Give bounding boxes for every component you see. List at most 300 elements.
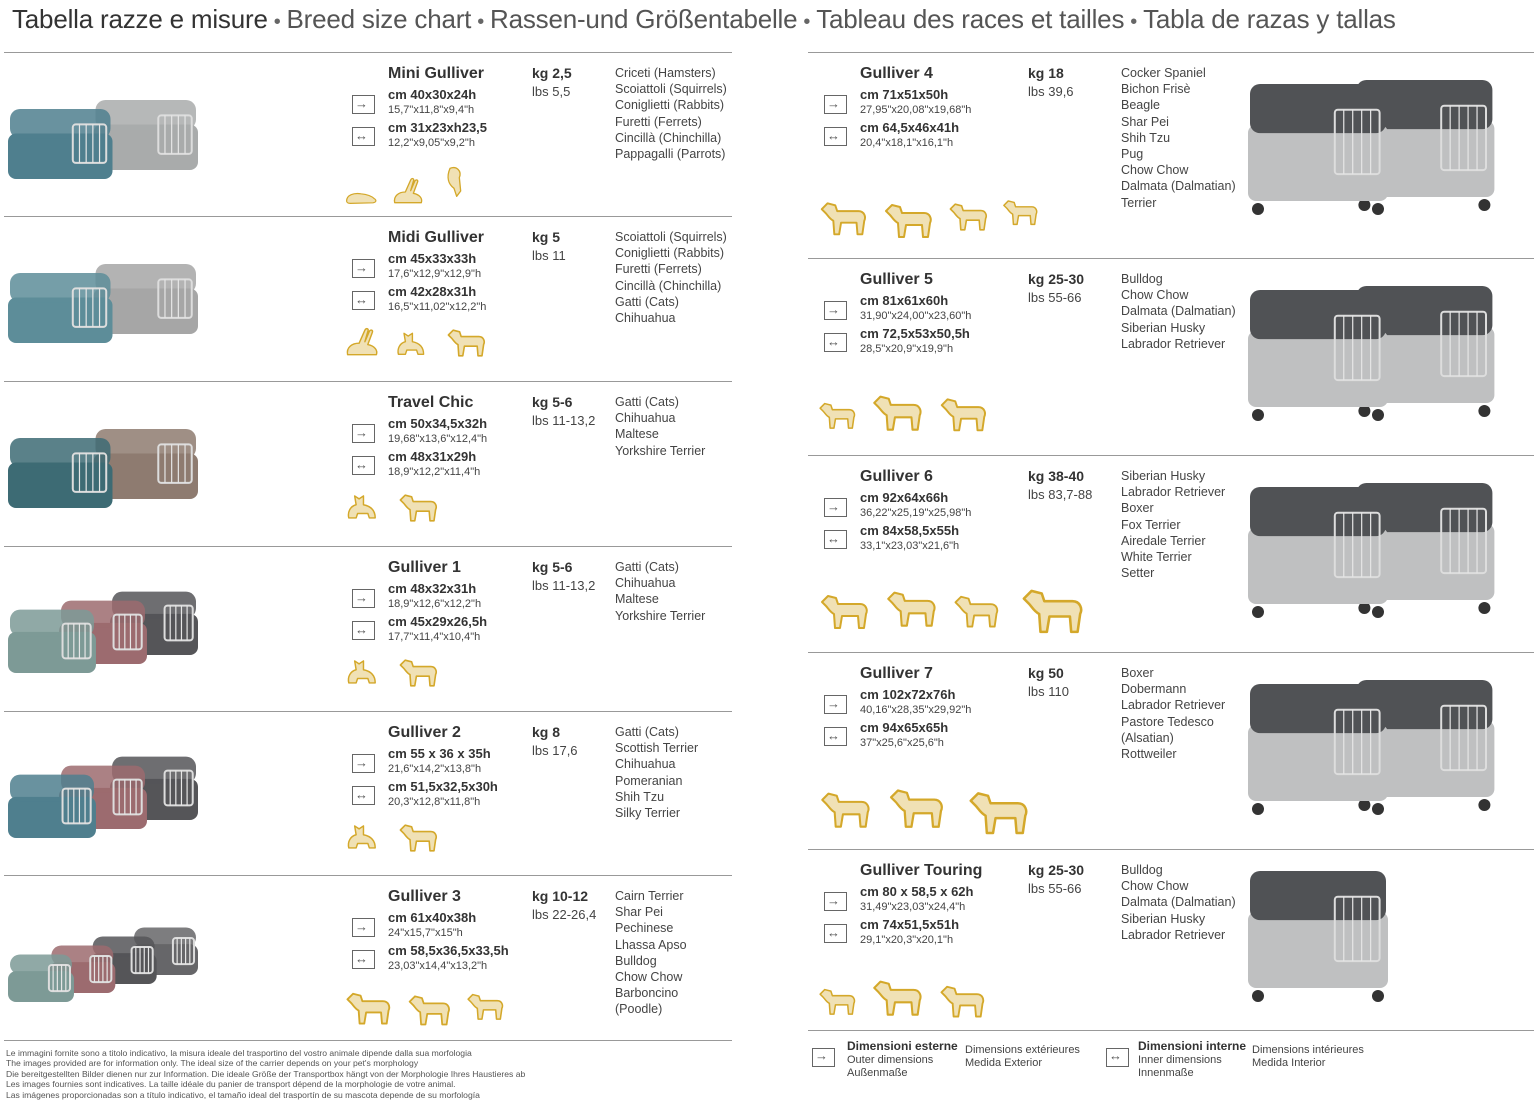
outer-size-cm: cm 80 x 58,5 x 62h	[860, 884, 974, 899]
outer-size-inches: 19,68"x13,6"x12,4"h	[388, 433, 488, 445]
carrier-photo	[8, 416, 198, 516]
outer-size-inches: 17,6"x12,9"x12,9"h	[388, 268, 482, 280]
arrow-icon: →	[355, 590, 368, 605]
inner-size-cm: cm 58,5x36,5x33,5h	[388, 943, 509, 958]
inner-dimension-icon	[824, 924, 847, 943]
dog-silhouette-icon	[814, 382, 860, 442]
weight-kg: kg 8	[532, 724, 561, 740]
dog-silhouette-icon	[948, 577, 1004, 637]
breed-item: Coniglietti (Rabbits)	[615, 98, 725, 113]
inner-size-inches: 20,4"x18,1"x16,1"h	[860, 137, 954, 149]
inner-size-inches: 29,1"x20,3"x20,1"h	[860, 934, 954, 946]
rabbit-silhouette-icon	[388, 173, 428, 207]
breed-item: Chow Chow	[1121, 163, 1189, 178]
dog-silhouette-icon	[878, 191, 938, 241]
breed-item: Barboncino	[615, 986, 679, 1001]
breed-item: Chow Chow	[615, 970, 683, 985]
product-name: Gulliver 5	[860, 271, 933, 288]
legend-outer-title: Dimensioni esterne	[847, 1039, 958, 1053]
arrow-icon: →	[827, 893, 840, 908]
breed-item: Dalmata (Dalmatian)	[1121, 304, 1236, 319]
product-name: Gulliver 3	[388, 888, 461, 905]
breed-list	[1121, 65, 1236, 211]
header-separator: •	[273, 11, 281, 33]
outer-dimension-icon	[352, 424, 375, 443]
arrow-icon: →	[815, 1048, 828, 1063]
double-arrow-icon: ↔	[355, 457, 368, 472]
breed-item: Dalmata (Dalmatian)	[1121, 179, 1236, 194]
outer-dimension-icon	[824, 498, 847, 517]
outer-size-cm: cm 40x30x24h	[388, 87, 477, 102]
outer-size-cm: cm 61x40x38h	[388, 910, 477, 925]
outer-size-inches: 31,49"x23,03"x24,4"h	[860, 901, 966, 913]
outer-size-cm: cm 45x33x33h	[388, 251, 477, 266]
inner-size-cm: cm 31x23xh23,5	[388, 120, 488, 135]
double-arrow-icon: ↔	[355, 292, 368, 307]
dog-silhouette-icon	[998, 177, 1042, 241]
footnote-line: The images provided are for information only. The ideal size of the carrier depends on your pet's morphology	[6, 1058, 419, 1069]
arrow-icon: →	[355, 96, 368, 111]
outer-size-inches: 31,90"x24,00"x23,60"h	[860, 310, 972, 322]
weight-lbs: lbs 5,5	[532, 84, 571, 99]
product-photo	[1248, 858, 1528, 1013]
inner-size-inches: 17,7"x11,4"x10,4"h	[388, 631, 481, 643]
inner-size-inches: 28,5"x20,9"x19,9"h	[860, 343, 954, 355]
product-row	[808, 258, 1534, 456]
legend-outer-text	[847, 1040, 958, 1080]
row-divider	[808, 1030, 1534, 1031]
outer-dimension-icon	[812, 1048, 835, 1067]
animal-icons	[814, 960, 990, 1026]
dog-silhouette-icon	[814, 187, 872, 241]
weight-lbs: lbs 17,6	[532, 743, 578, 758]
arrow-icon: →	[827, 302, 840, 317]
header-title-it: Tabella razze e misure	[12, 4, 268, 34]
inner-size-cm: cm 51,5x32,5x30h	[388, 779, 498, 794]
breed-item: Chow Chow	[1121, 879, 1189, 894]
dog-silhouette-icon	[814, 772, 876, 838]
product-name: Gulliver 4	[860, 65, 933, 82]
weight-kg: kg 5	[532, 229, 561, 245]
product-photo	[8, 416, 198, 521]
outer-dimension-icon	[824, 695, 847, 714]
breed-item: Scottish Terrier	[615, 741, 699, 756]
weight-lbs: lbs 83,7-88	[1028, 487, 1093, 502]
weight-kg: kg 2,5	[532, 65, 572, 81]
header-separator: •	[477, 11, 485, 33]
rodent-silhouette-icon	[340, 177, 382, 207]
breed-item: Shih Tzu	[615, 789, 665, 804]
cat-silhouette-icon	[390, 323, 432, 359]
dog-silhouette-icon	[866, 960, 928, 1026]
weight-lbs: lbs 55-66	[1028, 881, 1082, 896]
page-header	[12, 4, 1396, 35]
breed-item: Labrador Retriever	[1121, 336, 1226, 351]
inner-dimension-icon	[352, 291, 375, 310]
animal-icons	[340, 155, 474, 207]
outer-size-inches: 21,6"x14,2"x13,8"h	[388, 763, 482, 775]
double-arrow-icon: ↔	[1109, 1048, 1122, 1063]
inner-dimension-icon	[824, 333, 847, 352]
arrow-icon: →	[355, 260, 368, 275]
breed-item: Boxer	[1121, 501, 1154, 516]
legend-inner-en: Inner dimensions	[1138, 1054, 1222, 1066]
cat-silhouette-icon	[340, 814, 384, 854]
carrier-photo	[1248, 71, 1528, 221]
product-row	[4, 711, 732, 876]
breed-item: Setter	[1121, 566, 1155, 581]
product-row	[808, 52, 1534, 259]
inner-size-cm: cm 72,5x53x50,5h	[860, 326, 970, 341]
footnote-line: Die bereitgestellten Bilder dienen nur zur Information. Die ideale Größe der Transportbox hängt von der Morphologie Ihres Haustieres ab	[6, 1068, 526, 1079]
header-title-en: Breed size chart	[286, 4, 472, 34]
breed-item: Furetti (Ferrets)	[615, 114, 702, 129]
inner-size-inches: 37"x25,6"x25,6"h	[860, 737, 944, 749]
breed-item: (Alsatian)	[1121, 730, 1174, 745]
header-title-fr: Tableau des races et tailles	[816, 4, 1125, 34]
breed-item: Lhassa Apso	[615, 937, 687, 952]
inner-dimension-icon	[824, 727, 847, 746]
breed-item: Siberian Husky	[1121, 469, 1206, 483]
arrow-icon: →	[355, 919, 368, 934]
dog-silhouette-icon	[390, 814, 446, 854]
inner-size-inches: 18,9"x12,2"x11,4"h	[388, 466, 481, 478]
dog-silhouette-icon	[944, 185, 992, 241]
weight-kg: kg 50	[1028, 665, 1064, 681]
inner-dimension-icon	[352, 456, 375, 475]
breed-list	[615, 65, 727, 162]
animal-icons	[340, 978, 508, 1028]
product-photo	[8, 251, 198, 356]
dog-silhouette-icon	[402, 984, 456, 1028]
bird-silhouette-icon	[434, 155, 474, 207]
product-name: Gulliver Touring	[860, 862, 983, 879]
breed-item: Labrador Retriever	[1121, 698, 1226, 713]
breed-list	[615, 888, 687, 1018]
animal-icons	[814, 374, 992, 442]
inner-size-inches: 23,03"x14,4"x13,2"h	[388, 960, 488, 972]
double-arrow-icon: ↔	[827, 334, 840, 349]
breed-item: Terrier	[1121, 195, 1157, 210]
breed-item: Maltese	[615, 427, 659, 442]
product-row	[4, 875, 732, 1040]
product-photo	[8, 87, 198, 192]
animal-icons	[340, 484, 446, 524]
breed-item: Maltese	[615, 592, 659, 607]
cat-silhouette-icon	[340, 484, 384, 524]
weight-lbs: lbs 55-66	[1028, 290, 1082, 305]
breed-item: Chihuahua	[615, 311, 676, 326]
breed-item: Pug	[1121, 147, 1144, 162]
footnote-line: Les images fournies sont indicatives. La taille idéale du panier de transport dépend de la morphologie de votre animal.	[6, 1079, 456, 1090]
double-arrow-icon: ↔	[827, 728, 840, 743]
breed-item: Labrador Retriever	[1121, 927, 1226, 942]
product-photo	[8, 581, 198, 686]
dog-silhouette-icon	[934, 378, 992, 442]
breed-item: Airedale Terrier	[1121, 533, 1206, 548]
row-divider	[4, 1040, 732, 1041]
inner-size-cm: cm 48x31x29h	[388, 449, 477, 464]
product-name: Mini Gulliver	[388, 65, 485, 82]
outer-size-cm: cm 55 x 36 x 35h	[388, 746, 491, 761]
inner-size-cm: cm 84x58,5x55h	[860, 523, 960, 538]
dog-silhouette-icon	[340, 980, 396, 1028]
dog-silhouette-icon	[934, 968, 990, 1026]
inner-size-cm: cm 94x65x65h	[860, 720, 949, 735]
breed-item: Bulldog	[1121, 863, 1163, 877]
breed-item: Cocker Spaniel	[1121, 66, 1206, 80]
carrier-photo	[1248, 474, 1528, 624]
animal-icons	[814, 177, 1042, 241]
breed-item: Yorkshire Terrier	[615, 443, 706, 458]
legend-inner-fr: Dimensions intérieures	[1252, 1044, 1364, 1056]
carrier-photo	[8, 87, 198, 187]
product-row	[808, 455, 1534, 653]
breed-list	[615, 229, 727, 326]
weight-kg: kg 5-6	[532, 559, 573, 575]
inner-size-cm: cm 42x28x31h	[388, 284, 477, 299]
outer-dimension-icon	[352, 259, 375, 278]
product-photo	[1248, 277, 1528, 432]
product-name: Midi Gulliver	[388, 229, 485, 246]
breed-item: Fox Terrier	[1121, 517, 1181, 532]
legend-outer-text-2	[965, 1044, 1080, 1070]
dog-silhouette-icon	[390, 649, 446, 689]
disclaimer-footnote	[6, 1048, 525, 1100]
arrow-icon: →	[355, 755, 368, 770]
breed-item: Cairn Terrier	[615, 889, 684, 903]
carrier-photo	[8, 746, 198, 846]
breed-list	[615, 394, 705, 459]
inner-size-inches: 16,5"x11,02"x12,2"h	[388, 301, 487, 313]
breed-item: Criceti (Hamsters)	[615, 66, 716, 80]
outer-size-cm: cm 71x51x50h	[860, 87, 949, 102]
breed-item: Boxer	[1121, 666, 1154, 680]
breed-item: Scoiattoli (Squirrels)	[615, 230, 727, 244]
outer-size-cm: cm 50x34,5x32h	[388, 416, 488, 431]
legend-inner-title: Dimensioni interne	[1138, 1039, 1247, 1053]
arrow-icon: →	[827, 696, 840, 711]
breed-item: Rottweiler	[1121, 747, 1177, 762]
product-photo	[8, 910, 198, 1015]
weight-kg: kg 38-40	[1028, 468, 1085, 484]
outer-dimension-icon	[352, 589, 375, 608]
weight-lbs: lbs 11	[532, 248, 566, 263]
dog-silhouette-icon	[880, 571, 942, 637]
inner-dimension-icon	[352, 950, 375, 969]
dog-silhouette-icon	[390, 484, 446, 524]
double-arrow-icon: ↔	[355, 622, 368, 637]
breed-item: Chihuahua	[615, 411, 676, 426]
dog-silhouette-icon	[866, 374, 928, 442]
animal-icons	[814, 768, 1040, 838]
product-photo	[1248, 671, 1528, 826]
breed-item: Coniglietti (Rabbits)	[615, 246, 725, 261]
double-arrow-icon: ↔	[355, 128, 368, 143]
breed-list	[1121, 862, 1236, 943]
breed-item: Pomeranian	[615, 773, 683, 788]
inner-size-cm: cm 64,5x46x41h	[860, 120, 960, 135]
weight-lbs: lbs 11-13,2	[532, 578, 596, 593]
product-name: Travel Chic	[388, 394, 474, 411]
legend-outer-en: Outer dimensions	[847, 1054, 934, 1066]
outer-size-inches: 36,22"x25,19"x25,98"h	[860, 507, 972, 519]
weight-kg: kg 25-30	[1028, 862, 1085, 878]
weight-lbs: lbs 39,6	[1028, 84, 1074, 99]
carrier-photo	[1248, 671, 1528, 821]
inner-dimension-icon	[352, 127, 375, 146]
outer-dimension-icon	[352, 754, 375, 773]
dog-silhouette-icon	[438, 319, 494, 359]
legend-outer-de: Außenmaße	[847, 1067, 908, 1079]
animal-icons	[814, 571, 1094, 637]
breed-item: Dobermann	[1121, 682, 1187, 697]
breed-item: White Terrier	[1121, 550, 1192, 565]
breed-item: Chihuahua	[615, 757, 676, 772]
product-name: Gulliver 1	[388, 559, 461, 576]
outer-size-cm: cm 92x64x66h	[860, 490, 949, 505]
cat-silhouette-icon	[340, 649, 384, 689]
outer-dimension-icon	[824, 95, 847, 114]
breed-list	[615, 559, 705, 624]
dog-silhouette-icon	[882, 768, 950, 838]
breed-item: Gatti (Cats)	[615, 395, 679, 409]
arrow-icon: →	[355, 425, 368, 440]
weight-lbs: lbs 11-13,2	[532, 413, 596, 428]
inner-size-cm: cm 74x51,5x51h	[860, 917, 960, 932]
outer-size-cm: cm 102x72x76h	[860, 687, 956, 702]
footnote-line: Le immagini fornite sono a titolo indicativo, la misura ideale del trasportino del vostro animale dipende dalla sua morfologia	[6, 1048, 472, 1058]
breed-item: Bichon Frisè	[1121, 82, 1191, 97]
breed-item: Cincillà (Chinchilla)	[615, 278, 722, 293]
breed-item: Bulldog	[1121, 272, 1163, 286]
breed-item: Cincillà (Chinchilla)	[615, 130, 722, 145]
carrier-photo	[8, 251, 198, 351]
weight-kg: kg 10-12	[532, 888, 589, 904]
animal-icons	[340, 319, 494, 359]
legend-outer-es: Medida Exterior	[965, 1057, 1043, 1069]
weight-kg: kg 18	[1028, 65, 1064, 81]
inner-size-cm: cm 45x29x26,5h	[388, 614, 488, 629]
carrier-photo	[8, 910, 198, 1010]
inner-dimension-icon	[352, 621, 375, 640]
legend-inner-es: Medida Interior	[1252, 1057, 1326, 1069]
breed-item: Bulldog	[615, 953, 657, 968]
header-title-de: Rassen-und Größentabelle	[490, 4, 798, 34]
legend-inner-text	[1138, 1040, 1246, 1080]
inner-dimension-icon	[352, 786, 375, 805]
breed-list	[1121, 468, 1225, 581]
outer-dimension-icon	[352, 95, 375, 114]
legend-inner-de: Innenmaße	[1138, 1067, 1194, 1079]
dog-silhouette-icon	[462, 978, 508, 1028]
dog-silhouette-icon	[1010, 573, 1094, 637]
breed-item: Gatti (Cats)	[615, 725, 679, 739]
breed-item: Dalmata (Dalmatian)	[1121, 895, 1236, 910]
weight-lbs: lbs 22-26,4	[532, 907, 597, 922]
breed-item: Pastore Tedesco	[1121, 714, 1214, 729]
breed-item: Siberian Husky	[1121, 911, 1206, 926]
breed-item: Furetti (Ferrets)	[615, 262, 702, 277]
breed-item: (Poodle)	[615, 1002, 663, 1017]
outer-dimension-icon	[824, 301, 847, 320]
inner-dimension-icon	[824, 530, 847, 549]
legend-inner-text-2	[1252, 1044, 1364, 1070]
product-photo	[8, 746, 198, 851]
breed-list	[1121, 271, 1236, 352]
breed-item: Pappagalli (Parrots)	[615, 147, 726, 162]
animal-icons	[340, 814, 446, 854]
breed-list	[615, 724, 698, 821]
inner-size-inches: 12,2"x9,05"x9,2"h	[388, 137, 475, 149]
breed-item: Shar Pei	[1121, 114, 1169, 129]
product-name: Gulliver 2	[388, 724, 461, 741]
product-name: Gulliver 7	[860, 665, 933, 682]
product-row	[4, 546, 732, 711]
header-separator: •	[803, 11, 811, 33]
arrow-icon: →	[827, 499, 840, 514]
breed-item: Chihuahua	[615, 576, 676, 591]
carrier-photo	[8, 581, 198, 681]
breed-item: Beagle	[1121, 98, 1160, 113]
outer-size-inches: 27,95"x20,08"x19,68"h	[860, 104, 972, 116]
dog-silhouette-icon	[814, 577, 874, 637]
breed-item: Gatti (Cats)	[615, 294, 679, 309]
header-separator: •	[1130, 11, 1138, 33]
product-photo	[1248, 71, 1528, 226]
product-photo	[1248, 474, 1528, 629]
breed-item: Scoiattoli (Squirrels)	[615, 82, 727, 97]
weight-lbs: lbs 110	[1028, 684, 1069, 699]
breed-list	[1121, 665, 1225, 762]
dog-silhouette-icon	[814, 970, 860, 1026]
product-row	[4, 52, 732, 217]
breed-item: Siberian Husky	[1121, 320, 1206, 335]
breed-item: Pechinese	[615, 921, 674, 936]
footnote-line: Las imágenes proporcionadas son a título indicativo, el tamaño ideal del trasportín de su mascota depende de su morfología	[6, 1089, 480, 1100]
product-row	[4, 216, 732, 381]
breed-item: Shih Tzu	[1121, 130, 1171, 145]
inner-dimension-icon	[824, 127, 847, 146]
breed-item: Chow Chow	[1121, 288, 1189, 303]
double-arrow-icon: ↔	[355, 787, 368, 802]
outer-size-inches: 40,16"x28,35"x29,92"h	[860, 704, 972, 716]
carrier-photo	[1248, 277, 1528, 427]
product-row	[4, 381, 732, 546]
outer-dimension-icon	[352, 918, 375, 937]
outer-size-cm: cm 81x61x60h	[860, 293, 949, 308]
animal-icons	[340, 649, 446, 689]
product-name: Gulliver 6	[860, 468, 933, 485]
weight-kg: kg 5-6	[532, 394, 573, 410]
arrow-icon: →	[827, 96, 840, 111]
breed-item: Labrador Retriever	[1121, 485, 1226, 500]
inner-size-inches: 33,1"x23,03"x21,6"h	[860, 540, 960, 552]
weight-kg: kg 25-30	[1028, 271, 1085, 287]
inner-dimension-icon	[1106, 1048, 1129, 1067]
double-arrow-icon: ↔	[827, 531, 840, 546]
breed-item: Yorkshire Terrier	[615, 608, 706, 623]
inner-size-inches: 20,3"x12,8"x11,8"h	[388, 796, 481, 808]
outer-dimension-icon	[824, 892, 847, 911]
outer-size-inches: 24"x15,7"x15"h	[388, 927, 463, 939]
product-row	[808, 652, 1534, 850]
breed-item: Shar Pei	[615, 905, 663, 920]
outer-size-inches: 15,7"x11,8"x9,4"h	[388, 104, 475, 116]
rabbit-silhouette-icon	[340, 323, 384, 359]
legend-outer-fr: Dimensions extérieures	[965, 1044, 1080, 1056]
breed-item: Silky Terrier	[615, 806, 681, 821]
